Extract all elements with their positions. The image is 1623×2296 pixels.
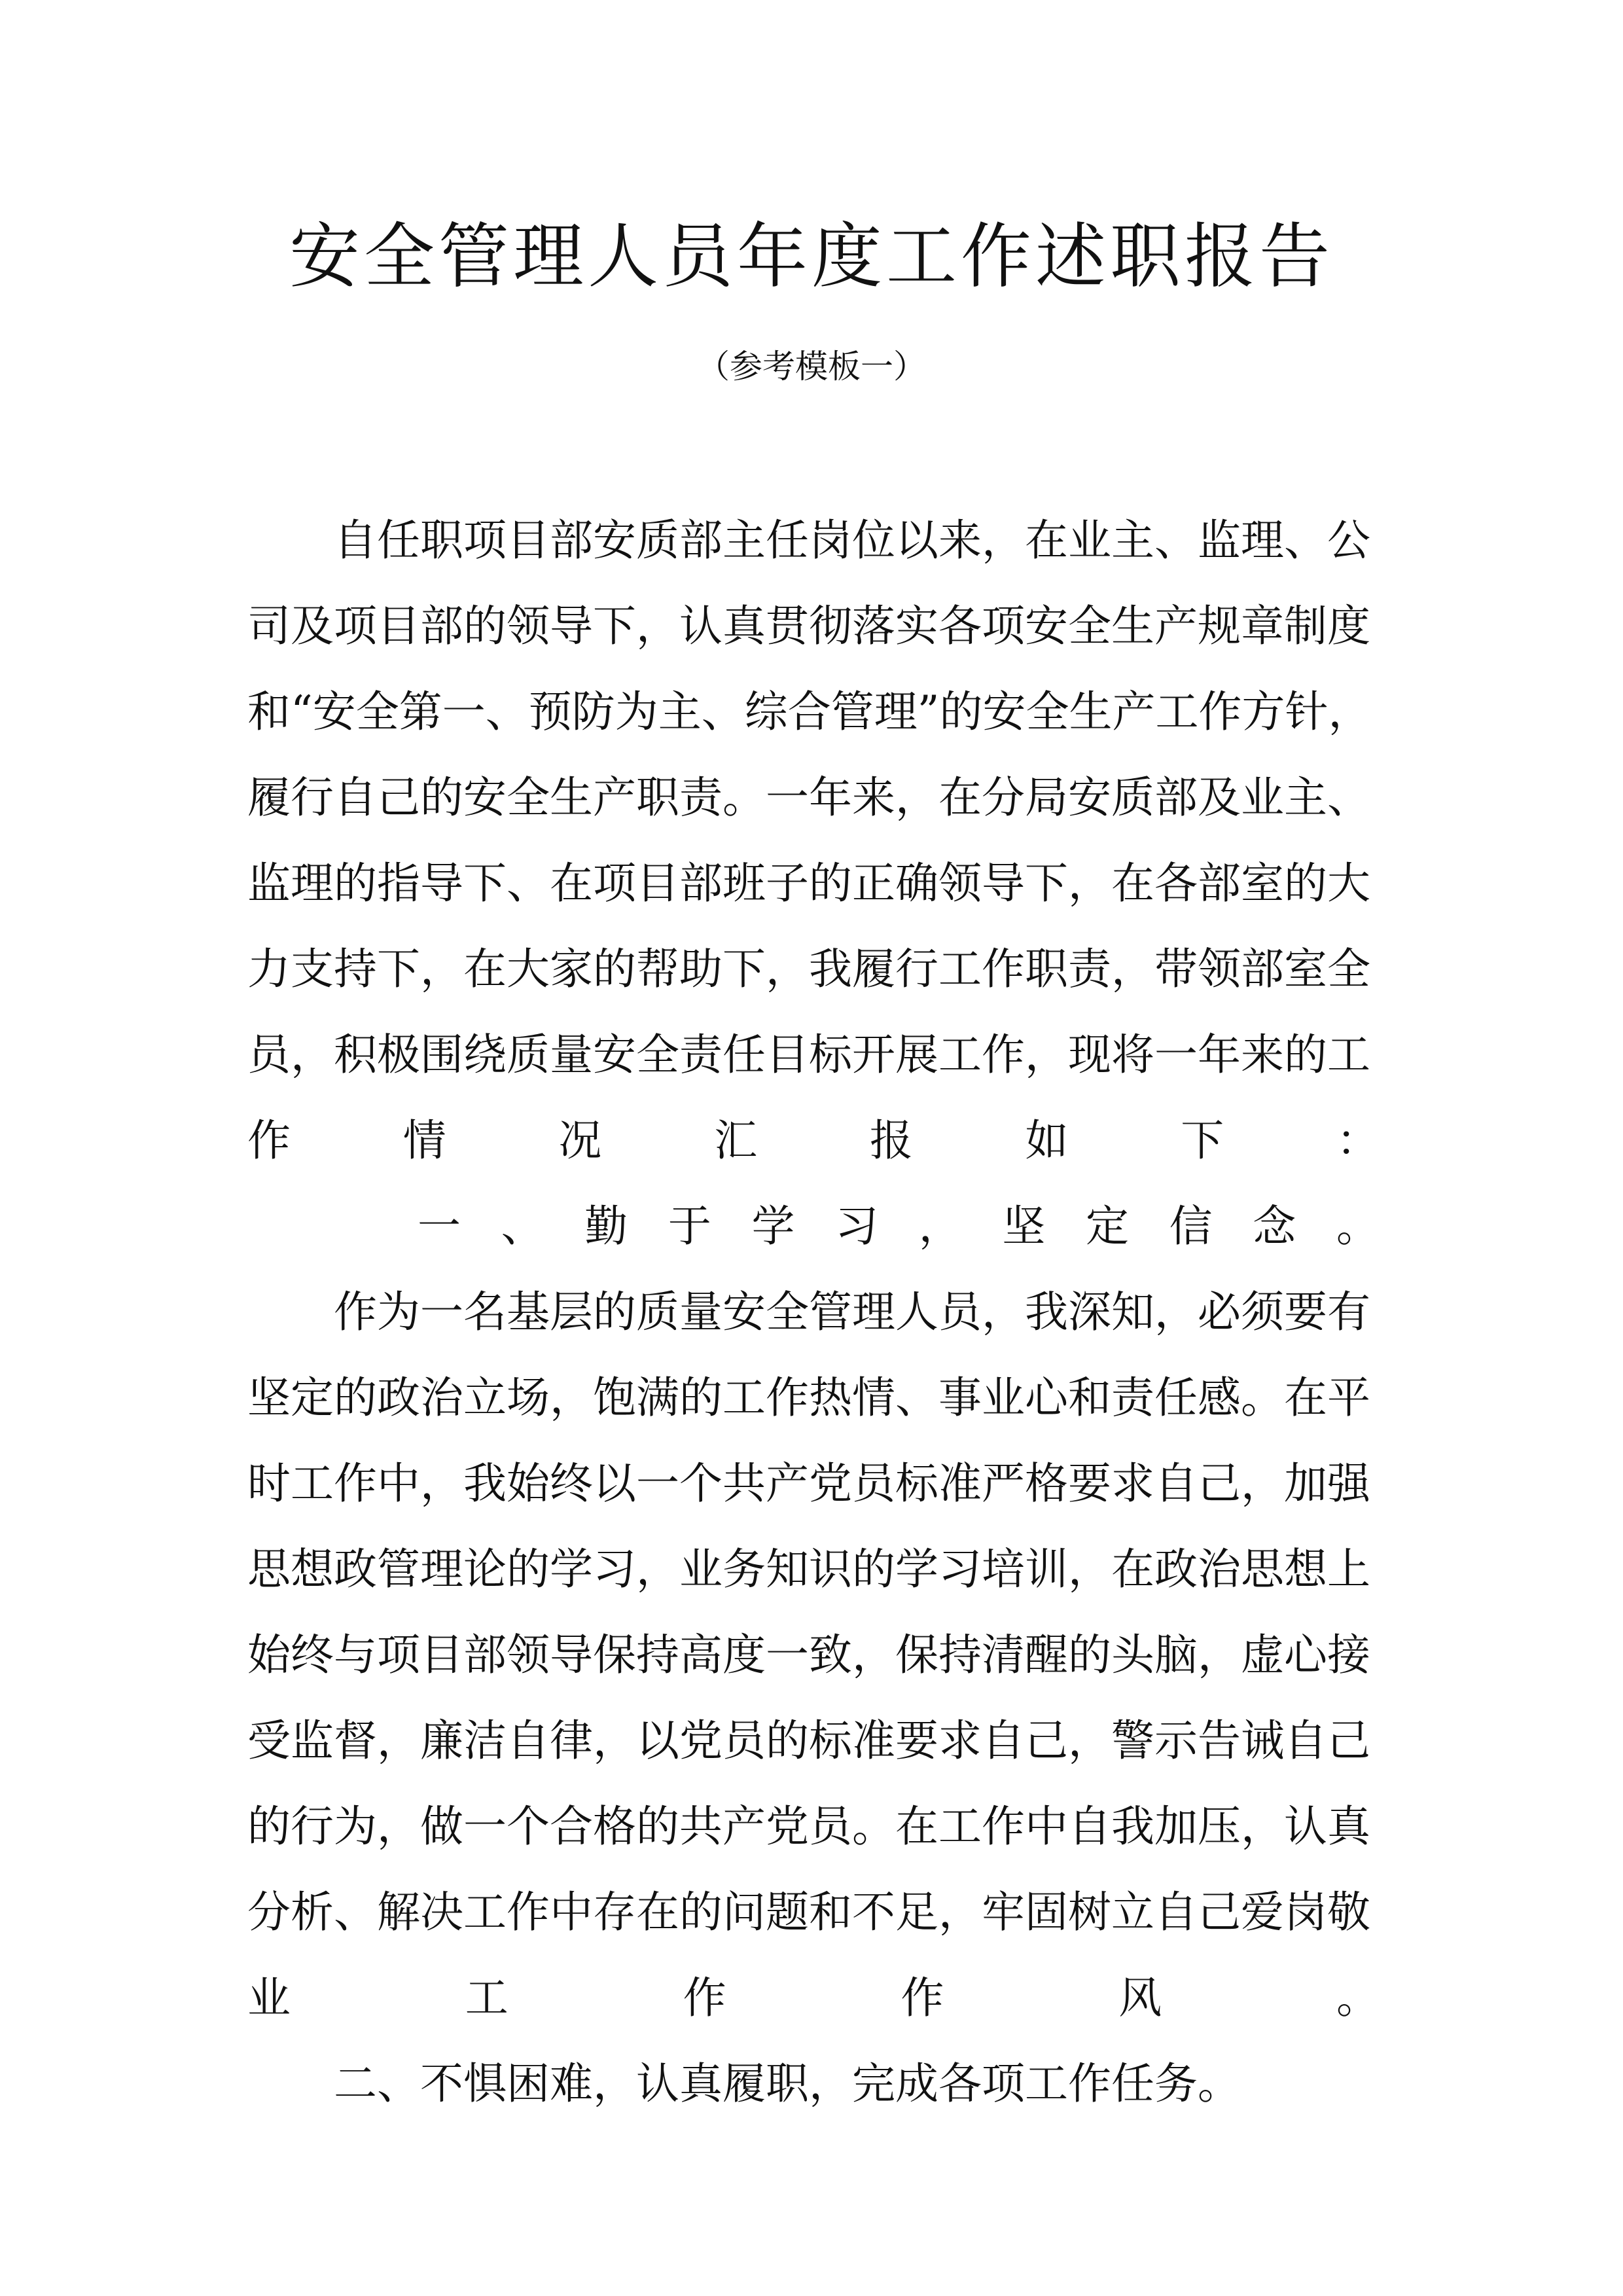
- text-glyph: 情: [402, 1115, 446, 1166]
- text-glyph: 念: [1253, 1201, 1296, 1251]
- paragraph-line: 受监督，廉洁自律，以党员的标准要求自己，警示告诫自己: [247, 1715, 1370, 1766]
- paragraph-line: 履行自己的安全生产职责。一年来，在分局安质部及业主、: [247, 772, 1370, 823]
- text-glyph: 作: [683, 1973, 726, 2023]
- text-glyph: 。: [1336, 1973, 1380, 2023]
- text-glyph: 。: [1336, 1201, 1380, 1251]
- text-glyph: 况: [558, 1115, 602, 1166]
- paragraph-line: 时工作中，我始终以一个共产党员标准严格要求自己，加强: [247, 1458, 1370, 1509]
- document-title: 安全管理人员年度工作述职报告: [289, 216, 1334, 298]
- paragraph-line: 坚定的政治立场，饱满的工作热情、事业心和责任感。在平: [247, 1372, 1370, 1423]
- paragraph-line: 分析、解决工作中存在的问题和不足，牢固树立自己爱岗敬: [247, 1887, 1370, 1937]
- text-glyph: 坚: [1002, 1201, 1046, 1251]
- text-glyph: 、: [501, 1201, 544, 1251]
- text-glyph: 业: [247, 1973, 291, 2023]
- text-glyph: 汇: [714, 1115, 758, 1166]
- text-glyph: 信: [1169, 1201, 1213, 1251]
- paragraph-line: 监理的指导下、在项目部班子的正确领导下，在各部室的大: [247, 858, 1370, 908]
- text-glyph: 一: [418, 1201, 461, 1251]
- paragraph-line: 思想政管理论的学习，业务知识的学习培训，在政治思想上: [247, 1544, 1370, 1594]
- document-subtitle: （参考模板一）: [697, 348, 926, 386]
- paragraph-line: 自任职项目部安质部主任岗位以来，在业主、监理、公: [334, 515, 1370, 565]
- text-glyph: 习: [835, 1201, 879, 1251]
- section-heading-1: [247, 1183, 1380, 1269]
- text-glyph: ：: [1336, 1115, 1380, 1166]
- text-glyph: 作: [247, 1115, 291, 1166]
- text-glyph: 工: [465, 1973, 508, 2023]
- text-glyph: 勤: [584, 1201, 628, 1251]
- paragraph-line: 和“安全第一、预防为主、综合管理”的安全生产工作方针，: [247, 687, 1372, 737]
- paragraph-line: 员，积极围绕质量安全责任目标开展工作，现将一年来的工: [247, 1030, 1370, 1080]
- text-glyph: 如: [1025, 1115, 1069, 1166]
- text-glyph: 学: [751, 1201, 795, 1251]
- text-glyph: 于: [668, 1201, 711, 1251]
- text-glyph: 下: [1181, 1115, 1224, 1166]
- text-glyph: 风: [1118, 1973, 1162, 2023]
- paragraph-line: 力支持下，在大家的帮助下，我履行工作职责，带领部室全: [247, 944, 1370, 994]
- paragraph-line-justified: [247, 1098, 1380, 1183]
- paragraph-line: 司及项目部的领导下，认真贯彻落实各项安全生产规章制度: [247, 601, 1370, 651]
- paragraph-line-justified: [247, 1955, 1380, 2041]
- document-body: [247, 497, 1380, 2126]
- text-glyph: 作: [901, 1973, 944, 2023]
- paragraph-line: 的行为，做一个合格的共产党员。在工作中自我加压，认真: [247, 1801, 1370, 1852]
- text-glyph: 报: [869, 1115, 913, 1166]
- paragraph-line: 始终与项目部领导保持高度一致，保持清醒的头脑，虚心接: [247, 1630, 1370, 1680]
- text-glyph: 定: [1086, 1201, 1129, 1251]
- section-heading-2: 二、不惧困难，认真履职，完成各项工作任务。: [334, 2058, 1241, 2109]
- paragraph-line: 作为一名基层的质量安全管理人员，我深知，必须要有: [334, 1287, 1370, 1337]
- text-glyph: ，: [918, 1201, 962, 1251]
